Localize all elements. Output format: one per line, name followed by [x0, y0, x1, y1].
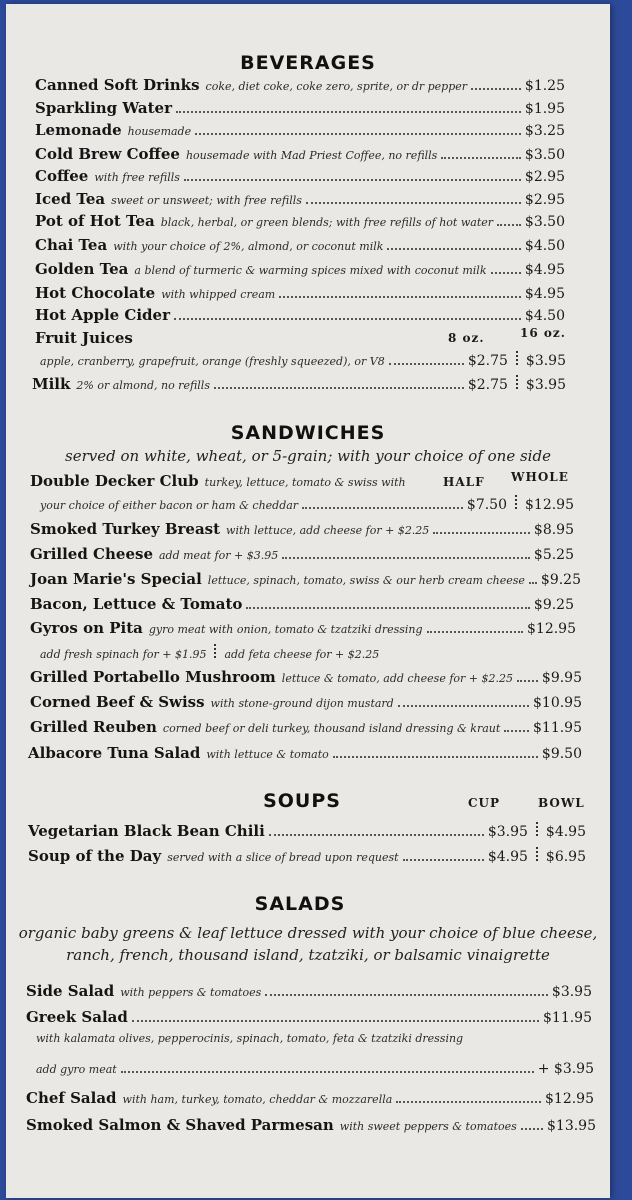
price-bowl: $6.95: [545, 849, 586, 865]
item-name: Milk: [32, 375, 71, 393]
col-8oz: 8 oz.: [448, 331, 485, 345]
item-desc: with ham, turkey, tomato, cheddar & mozzarella: [122, 1093, 393, 1106]
menu-item: [28, 822, 586, 840]
menu-item: [26, 1008, 592, 1026]
price-16oz: $3.95: [525, 353, 566, 369]
menu-item: [26, 1089, 594, 1107]
menu-item: [32, 375, 566, 393]
item-name: Smoked Salmon & Shaved Parmesan: [26, 1116, 334, 1134]
item-name: Iced Tea: [35, 190, 106, 208]
beverages-heading: BEVERAGES: [240, 52, 376, 74]
price-separator: [515, 495, 517, 509]
menu-item: [35, 76, 565, 94]
item-desc: your choice of either bacon or ham & cheddar: [40, 499, 299, 512]
leader-dots: [471, 88, 521, 90]
col-cup: CUP: [468, 796, 501, 810]
item-price: $8.95: [533, 522, 574, 538]
item-price: $9.25: [533, 597, 574, 613]
item-desc: with whipped cream: [161, 288, 276, 301]
item-name: Corned Beef & Swiss: [30, 693, 205, 711]
leader-dots: [427, 631, 523, 633]
leader-dots: [403, 859, 484, 861]
item-desc: with sweet peppers & tomatoes: [339, 1120, 517, 1133]
item-price: $4.95: [524, 286, 565, 302]
leader-dots: [246, 607, 530, 609]
item-name: Chai Tea: [35, 236, 108, 254]
leader-dots: [184, 179, 521, 181]
sandwiches-heading: SANDWICHES: [230, 422, 386, 444]
price-cup: $3.95: [487, 824, 528, 840]
item-price: $1.95: [524, 101, 565, 117]
item-desc: with your choice of 2%, almond, or coconut milk: [113, 240, 384, 253]
leader-dots: [269, 834, 484, 836]
menu-item: [35, 190, 565, 208]
gyro-addons: [40, 644, 379, 661]
menu-item: [35, 260, 565, 278]
item-name: Albacore Tuna Salad: [28, 744, 201, 762]
menu-item: [35, 167, 565, 185]
item-desc: with kalamata olives, pepperocinis, spinach, tomato, feta & tzatziki dressing: [36, 1032, 464, 1045]
leader-dots: [433, 532, 530, 534]
leader-dots: [333, 756, 538, 758]
item-desc: 2% or almond, no refills: [76, 379, 210, 392]
item-name: Hot Chocolate: [35, 284, 156, 302]
leader-dots: [132, 1020, 539, 1022]
item-desc: black, herbal, or green blends; with free refills of hot water: [160, 216, 494, 229]
greek-detail: [36, 1032, 463, 1045]
price-16oz: $3.95: [525, 377, 566, 393]
item-price: $2.95: [524, 192, 565, 208]
menu-item: [30, 619, 576, 637]
item-desc: gyro meat with onion, tomato & tzatziki dressing: [148, 623, 423, 636]
item-desc: a blend of turmeric & warming spices mixed with coconut milk: [134, 264, 487, 277]
menu-item: [35, 99, 565, 117]
price-8oz: $2.75: [467, 353, 508, 369]
leader-dots: [387, 248, 521, 250]
price-separator: [536, 847, 538, 861]
item-price: $5.25: [533, 547, 574, 563]
menu-item: [30, 570, 581, 588]
item-name: Grilled Cheese: [30, 545, 153, 563]
leader-dots: [302, 507, 463, 509]
double-decker-row: [30, 472, 406, 490]
item-name: Sparkling Water: [35, 99, 172, 117]
menu-item: [30, 668, 582, 686]
menu-item: [28, 744, 582, 762]
item-name: Chef Salad: [26, 1089, 117, 1107]
item-name: Grilled Reuben: [30, 718, 157, 736]
salads-heading: SALADS: [254, 893, 346, 915]
fruit-juices-detail: [40, 351, 566, 369]
item-desc: turkey, lettuce, tomato & swiss with: [204, 476, 406, 489]
item-name: Fruit Juices: [35, 329, 133, 347]
item-desc: lettuce & tomato, add cheese for + $2.25: [281, 672, 513, 685]
item-price: $4.50: [524, 238, 565, 254]
item-price: $2.95: [524, 169, 565, 185]
item-desc: coke, diet coke, coke zero, sprite, or dr pepper: [205, 80, 468, 93]
leader-dots: [279, 296, 521, 298]
price-separator: [536, 822, 538, 836]
item-desc: add meat for + $3.95: [158, 549, 279, 562]
item-price: $9.95: [541, 670, 582, 686]
price-whole: $12.95: [525, 497, 574, 513]
item-desc: housemade with Mad Priest Coffee, no refills: [185, 149, 438, 162]
leader-dots: [441, 157, 521, 159]
leader-dots: [396, 1101, 541, 1103]
menu-page: [6, 4, 610, 1198]
item-name: Cold Brew Coffee: [35, 145, 180, 163]
col-half: HALF: [443, 475, 485, 489]
addon-spinach: add fresh spinach for + $1.95: [40, 648, 207, 661]
item-desc: served with a slice of bread upon request: [167, 851, 399, 864]
item-price: $11.95: [533, 720, 582, 736]
double-decker-detail: [40, 495, 574, 513]
item-desc: apple, cranberry, grapefruit, orange (freshly squeezed), or V8: [40, 355, 385, 368]
item-price: $9.50: [541, 746, 582, 762]
leader-dots: [306, 202, 521, 204]
leader-dots: [282, 557, 530, 559]
col-bowl: BOWL: [538, 796, 585, 810]
leader-dots: [265, 994, 548, 996]
leader-dots: [529, 582, 537, 584]
col-16oz: 16 oz.: [520, 326, 566, 340]
item-name: Soup of the Day: [28, 847, 162, 865]
item-price: $10.95: [533, 695, 582, 711]
item-price: $11.95: [543, 1010, 592, 1026]
col-whole: WHOLE: [511, 470, 569, 484]
menu-item: [35, 236, 565, 254]
item-price: $12.95: [545, 1091, 594, 1107]
item-price: $3.25: [524, 123, 565, 139]
menu-item: [30, 595, 574, 613]
greek-addon: [36, 1061, 594, 1077]
leader-dots: [517, 680, 538, 682]
salads-subtitle-1: organic baby greens & leaf lettuce dressed with your choice of blue cheese,: [18, 924, 598, 942]
item-desc: with lettuce & tomato: [206, 748, 329, 761]
leader-dots: [521, 1128, 543, 1130]
leader-dots: [121, 1071, 534, 1073]
price-bowl: $4.95: [545, 824, 586, 840]
addon-feta: add feta cheese for + $2.25: [224, 648, 380, 661]
item-price: $3.95: [551, 984, 592, 1000]
item-name: Vegetarian Black Bean Chili: [28, 822, 265, 840]
item-price: $13.95: [547, 1118, 596, 1134]
item-desc: sweet or unsweet; with free refills: [111, 194, 302, 207]
leader-dots: [491, 272, 521, 274]
leader-dots: [214, 387, 464, 389]
item-name: Bacon, Lettuce & Tomato: [30, 595, 243, 613]
menu-item: [35, 212, 565, 230]
item-name: Greek Salad: [26, 1008, 128, 1026]
item-name: Gyros on Pita: [30, 619, 143, 637]
menu-item: [35, 121, 565, 139]
item-desc: with stone-ground dijon mustard: [210, 697, 394, 710]
item-name: Joan Marie's Special: [30, 570, 202, 588]
menu-item: [30, 718, 582, 736]
leader-dots: [398, 705, 529, 707]
item-desc: with free refills: [94, 171, 180, 184]
item-name: Pot of Hot Tea: [35, 212, 155, 230]
leader-dots: [497, 224, 521, 226]
item-name: Smoked Turkey Breast: [30, 520, 221, 538]
addon-separator: [214, 644, 216, 658]
sandwiches-subtitle: served on white, wheat, or 5-grain; with your choice of one side: [65, 447, 551, 465]
item-name: Grilled Portabello Mushroom: [30, 668, 276, 686]
item-desc: with lettuce, add cheese for + $2.25: [226, 524, 430, 537]
leader-dots: [504, 730, 529, 732]
addon-desc: add gyro meat: [36, 1063, 117, 1076]
item-name: Double Decker Club: [30, 472, 199, 490]
leader-dots: [174, 318, 521, 320]
leader-dots: [195, 133, 521, 135]
item-price: $9.25: [540, 572, 581, 588]
soups-heading: SOUPS: [263, 790, 341, 812]
menu-item: [30, 520, 574, 538]
price-cup: $4.95: [487, 849, 528, 865]
item-price: $4.50: [524, 308, 565, 324]
salads-subtitle-2: ranch, french, thousand island, tzatziki, or balsamic vinaigrette: [66, 946, 550, 964]
item-name: Lemonade: [35, 121, 122, 139]
leader-dots: [389, 363, 464, 365]
item-desc: with peppers & tomatoes: [120, 986, 262, 999]
price-separator: [516, 351, 518, 365]
item-name: Side Salad: [26, 982, 115, 1000]
item-name: Coffee: [35, 167, 89, 185]
leader-dots: [176, 111, 521, 113]
menu-item: [26, 1116, 596, 1134]
menu-item: [35, 284, 565, 302]
item-desc: housemade: [127, 125, 192, 138]
price-8oz: $2.75: [467, 377, 508, 393]
item-price: $4.95: [524, 262, 565, 278]
menu-item: [26, 982, 592, 1000]
item-price: $3.50: [524, 147, 565, 163]
menu-item: [35, 145, 565, 163]
item-name: Golden Tea: [35, 260, 129, 278]
item-name: Hot Apple Cider: [35, 306, 170, 324]
menu-item: [30, 693, 582, 711]
price-half: $7.50: [466, 497, 507, 513]
item-desc: corned beef or deli turkey, thousand island dressing & kraut: [162, 722, 501, 735]
item-price: $3.50: [524, 214, 565, 230]
addon-price: + $3.95: [537, 1061, 594, 1077]
item-name: Canned Soft Drinks: [35, 76, 200, 94]
item-price: $12.95: [527, 621, 576, 637]
item-desc: lettuce, spinach, tomato, swiss & our herb cream cheese: [207, 574, 525, 587]
fruit-juices-row: [35, 329, 133, 347]
menu-item: [28, 847, 586, 865]
item-price: $1.25: [524, 78, 565, 94]
menu-item: [35, 306, 565, 324]
price-separator: [516, 375, 518, 389]
menu-item: [30, 545, 574, 563]
